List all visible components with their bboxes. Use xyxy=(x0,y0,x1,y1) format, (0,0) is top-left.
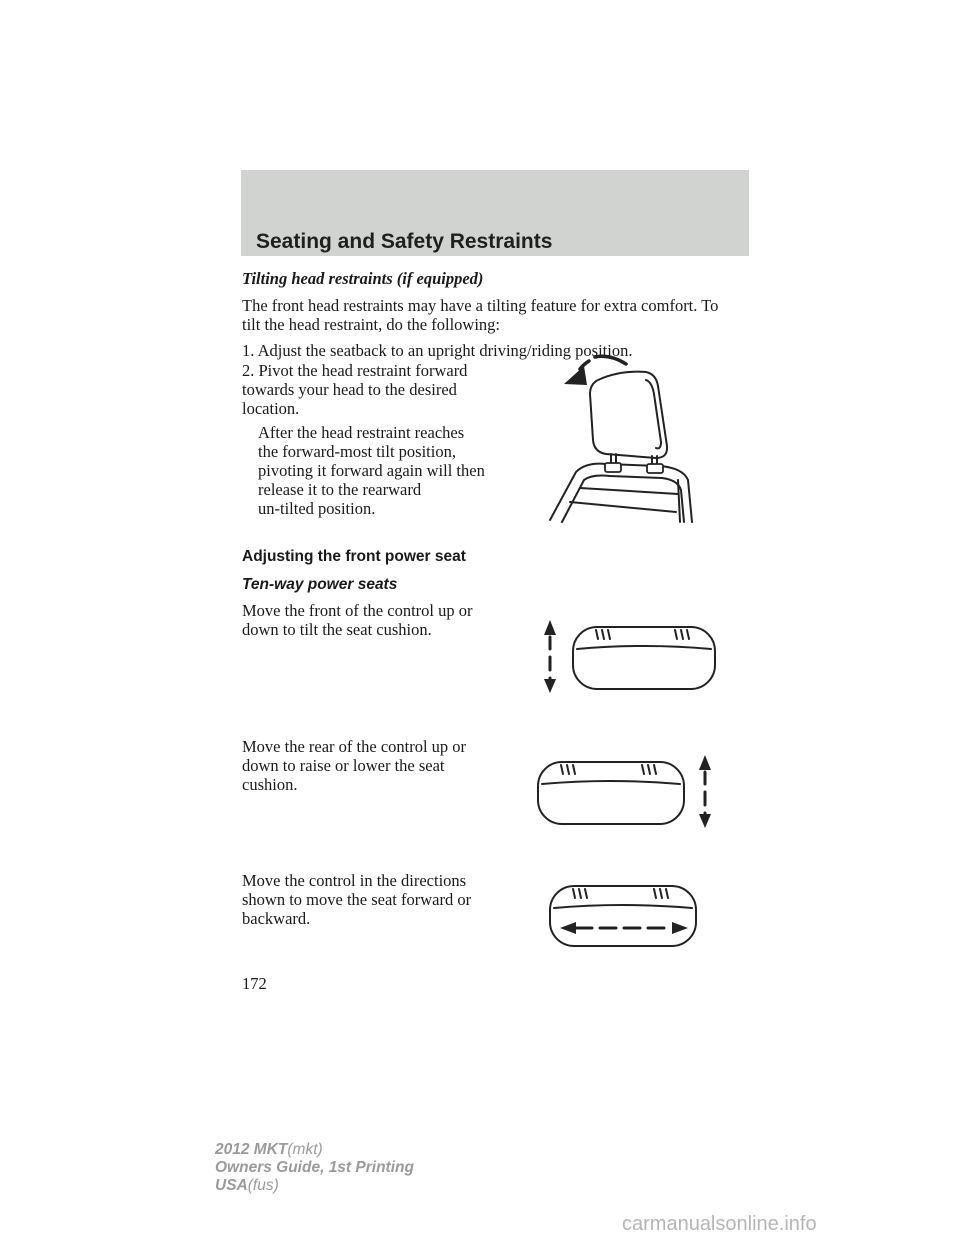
tilting-note-line-4: release it to the rearward xyxy=(258,480,422,499)
tilting-step-2-line-1: 2. Pivot the head restraint forward xyxy=(242,361,468,380)
tilting-intro-line-1: The front head restraints may have a tilting feature for extra comfort. To xyxy=(242,296,719,315)
tilting-step-1: 1. Adjust the seatback to an upright driving/riding position. xyxy=(242,341,633,360)
power-seat-subheading: Ten-way power seats xyxy=(242,576,398,593)
fore-aft-control-illustration xyxy=(540,880,710,952)
raise-control-illustration xyxy=(530,750,720,835)
footer-model: 2012 MKT xyxy=(215,1141,288,1158)
move-seat-line-2: shown to move the seat forward or xyxy=(242,890,472,909)
watermark-text: carmanualsonline.info xyxy=(622,1213,817,1235)
tilt-control-illustration xyxy=(535,615,725,700)
footer-country-code: (fus) xyxy=(247,1177,279,1194)
raise-cushion-line-3: cushion. xyxy=(242,775,298,794)
raise-cushion-line-1: Move the rear of the control up or xyxy=(242,737,467,756)
tilting-step-2-line-3: location. xyxy=(242,399,300,418)
section-title: Seating and Safety Restraints xyxy=(256,230,553,253)
page-number: 172 xyxy=(242,974,267,993)
power-seat-heading: Adjusting the front power seat xyxy=(242,548,466,565)
raise-cushion-line-2: down to raise or lower the seat xyxy=(242,756,445,775)
tilt-cushion-line-1: Move the front of the control up or xyxy=(242,601,473,620)
tilting-note-line-5: un-tilted position. xyxy=(258,499,376,518)
move-seat-line-3: backward. xyxy=(242,909,311,928)
footer-line-2 xyxy=(215,1159,414,1177)
tilting-note-line-3: pivoting it forward again will then xyxy=(258,461,485,480)
footer-line-3 xyxy=(215,1177,414,1195)
tilting-step-2-line-2: towards your head to the desired xyxy=(242,380,457,399)
print-footer xyxy=(215,1141,414,1195)
tilting-note-line-2: the forward-most tilt position, xyxy=(258,442,456,461)
tilting-note-line-1: After the head restraint reaches xyxy=(258,423,465,442)
tilt-cushion-line-2: down to tilt the seat cushion. xyxy=(242,620,432,639)
tilting-heading: Tilting head restraints (if equipped) xyxy=(242,269,484,288)
footer-guide: Owners Guide, 1st Printing xyxy=(215,1159,414,1176)
tilting-intro-line-2: tilt the head restraint, do the following: xyxy=(242,315,500,334)
head-restraint-illustration xyxy=(540,350,720,528)
footer-model-code: (mkt) xyxy=(287,1141,323,1158)
move-seat-line-1: Move the control in the directions xyxy=(242,871,467,890)
footer-line-1 xyxy=(215,1141,414,1159)
footer-country: USA xyxy=(215,1177,248,1194)
